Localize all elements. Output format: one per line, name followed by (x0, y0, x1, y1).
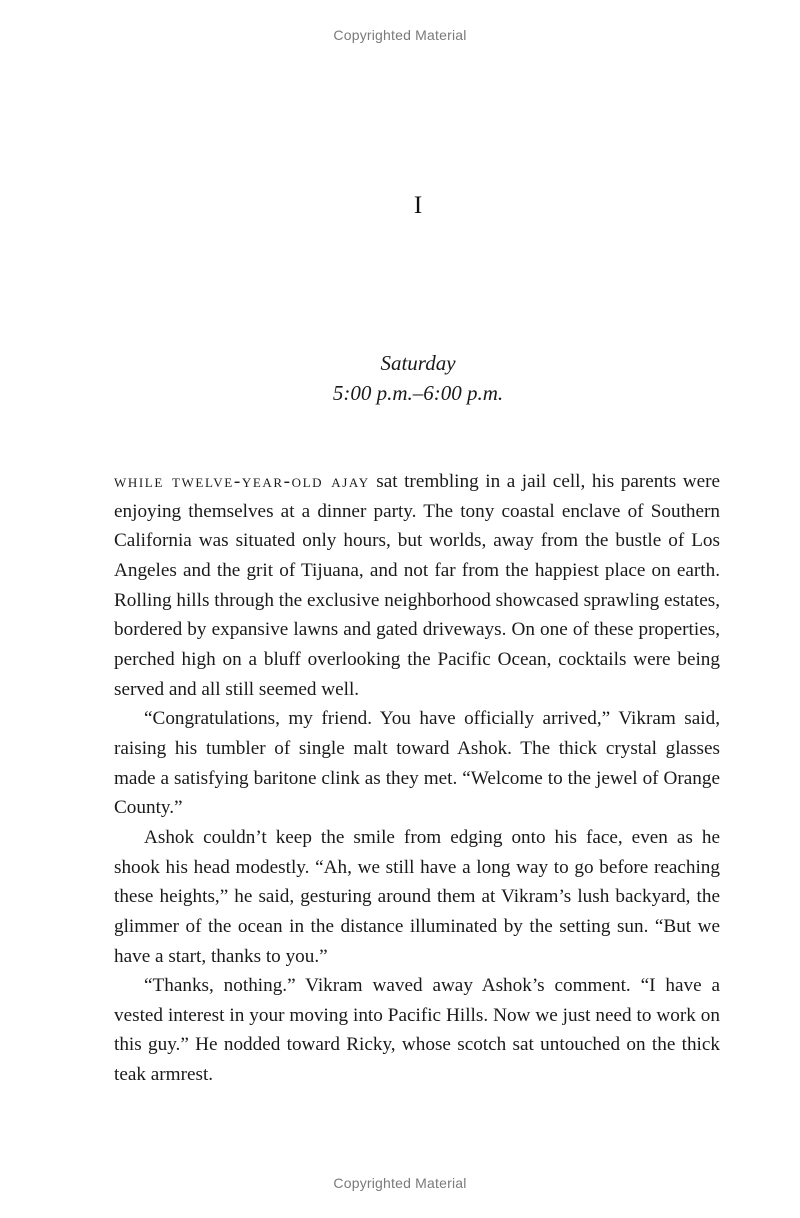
chapter-day: Saturday (380, 351, 456, 375)
paragraph-lead-in: while twelve-year-old ajay (114, 471, 370, 492)
paragraph-1-text: sat trembling in a jail cell, his parents were enjoying themselves at a dinner party. The tony coastal enclave of Southern California was situated only hours, but worlds, away from the bustle of Los Angeles and the grit of Tijuana, and not far from the happiest place on earth. Rolling hills through the exclusive neighborhood showcased sprawling estates, bordered by expansive lawns and gated driveways. On one of these properties, perched high on a bluff overlooking the Pacific Ocean, cocktails were being served and all still seemed well. (114, 471, 720, 700)
paragraph-1 (114, 467, 720, 704)
chapter-time: 5:00 p.m.–6:00 p.m. (332, 381, 504, 405)
watermark-top: Copyrighted Material (333, 27, 467, 43)
watermark-bottom: Copyrighted Material (333, 1175, 467, 1191)
chapter-heading (0, 348, 800, 408)
body-text (114, 467, 720, 1090)
chapter-number: I (413, 192, 423, 219)
paragraph-2: “Congratulations, my friend. You have officially arrived,” Vikram said, raising his tumbler of single malt toward Ashok. The thick crystal glasses made a satisfying baritone clink as they met. “Welcome to the jewel of Orange County.” (114, 708, 720, 819)
paragraph-4: “Thanks, nothing.” Vikram waved away Ashok’s comment. “I have a vested interest in your moving into Pacific Hills. Now we just need to work on this guy.” He nodded toward Ricky, whose scotch sat untouched on the thick teak armrest. (114, 975, 720, 1086)
paragraph-3: Ashok couldn’t keep the smile from edging onto his face, even as he shook his head modestly. “Ah, we still have a long way to go before reaching these heights,” he said, gesturing around them at Vikram’s lush backyard, the glimmer of the ocean in the distance illuminated by the setting sun. “But we have a start, thanks to you.” (114, 826, 720, 967)
